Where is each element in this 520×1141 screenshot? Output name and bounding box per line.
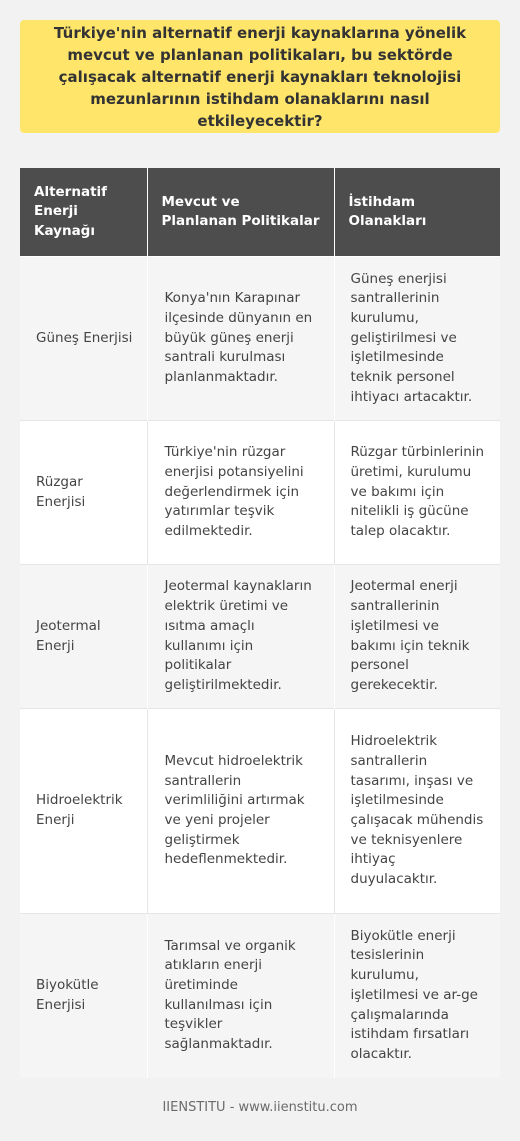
- policy-cell: Jeotermal kaynakların elektrik üretimi ve ısıtma amaçlı kullanımı için politikalar geliştirilmektedir.: [147, 565, 334, 709]
- energy-table: [20, 168, 500, 1078]
- employment-cell: Biyokütle enerji tesislerinin kurulumu, işletilmesi ve ar-ge çalışmalarında istihdam fırsatları olacaktır.: [334, 914, 500, 1078]
- column-header-policy: Mevcut ve Planlanan Politikalar: [147, 168, 334, 257]
- table-row: [20, 421, 500, 565]
- policy-cell: Konya'nın Karapınar ilçesinde dünyanın en büyük güneş enerji santrali kurulması planlanmaktadır.: [147, 257, 334, 421]
- policy-cell: Mevcut hidroelektrik santrallerin verimliliğini artırmak ve yeni projeler geliştirmek hedeflenmektedir.: [147, 709, 334, 914]
- employment-cell: Jeotermal enerji santrallerinin işletilmesi ve bakımı için teknik personel gerekecektir.: [334, 565, 500, 709]
- footer-credit: IIENSTITU - www.iienstitu.com: [162, 1100, 358, 1115]
- table-row: [20, 257, 500, 421]
- title-banner: [20, 20, 500, 133]
- column-header-employment: İstihdam Olanakları: [334, 168, 500, 257]
- employment-cell: Rüzgar türbinlerinin üretimi, kurulumu ve bakımı için nitelikli iş gücüne talep olacaktır.: [334, 421, 500, 565]
- table-header-row: [20, 168, 500, 257]
- policy-cell: Tarımsal ve organik atıkların enerji üretiminde kullanılması için teşvikler sağlanmaktadır.: [147, 914, 334, 1078]
- source-cell: Güneş Enerjisi: [20, 257, 147, 421]
- employment-cell: Güneş enerjisi santrallerinin kurulumu, geliştirilmesi ve işletilmesinde teknik personel ihtiyacı artacaktır.: [334, 257, 500, 421]
- column-header-source: Alternatif Enerji Kaynağı: [20, 168, 147, 257]
- table-row: [20, 709, 500, 914]
- page-title: Türkiye'nin alternatif enerji kaynaklarına yönelik mevcut ve planlanan politikaları, bu sektörde çalışacak alternatif enerji kaynakları teknolojisi mezunlarının istihdam olanaklarını nasıl etkileyecektir?: [53, 23, 467, 130]
- table-row: [20, 565, 500, 709]
- source-cell: Jeotermal Enerji: [20, 565, 147, 709]
- source-cell: Rüzgar Enerjisi: [20, 421, 147, 565]
- source-cell: Hidroelektrik Enerji: [20, 709, 147, 914]
- policy-cell: Türkiye'nin rüzgar enerjisi potansiyelini değerlendirmek için yatırımlar teşvik edilmektedir.: [147, 421, 334, 565]
- source-cell: Biyokütle Enerjisi: [20, 914, 147, 1078]
- employment-cell: Hidroelektrik santrallerin tasarımı, inşası ve işletilmesinde çalışacak mühendis ve teknisyenlere ihtiyaç duyulacaktır.: [334, 709, 500, 914]
- table-row: [20, 914, 500, 1078]
